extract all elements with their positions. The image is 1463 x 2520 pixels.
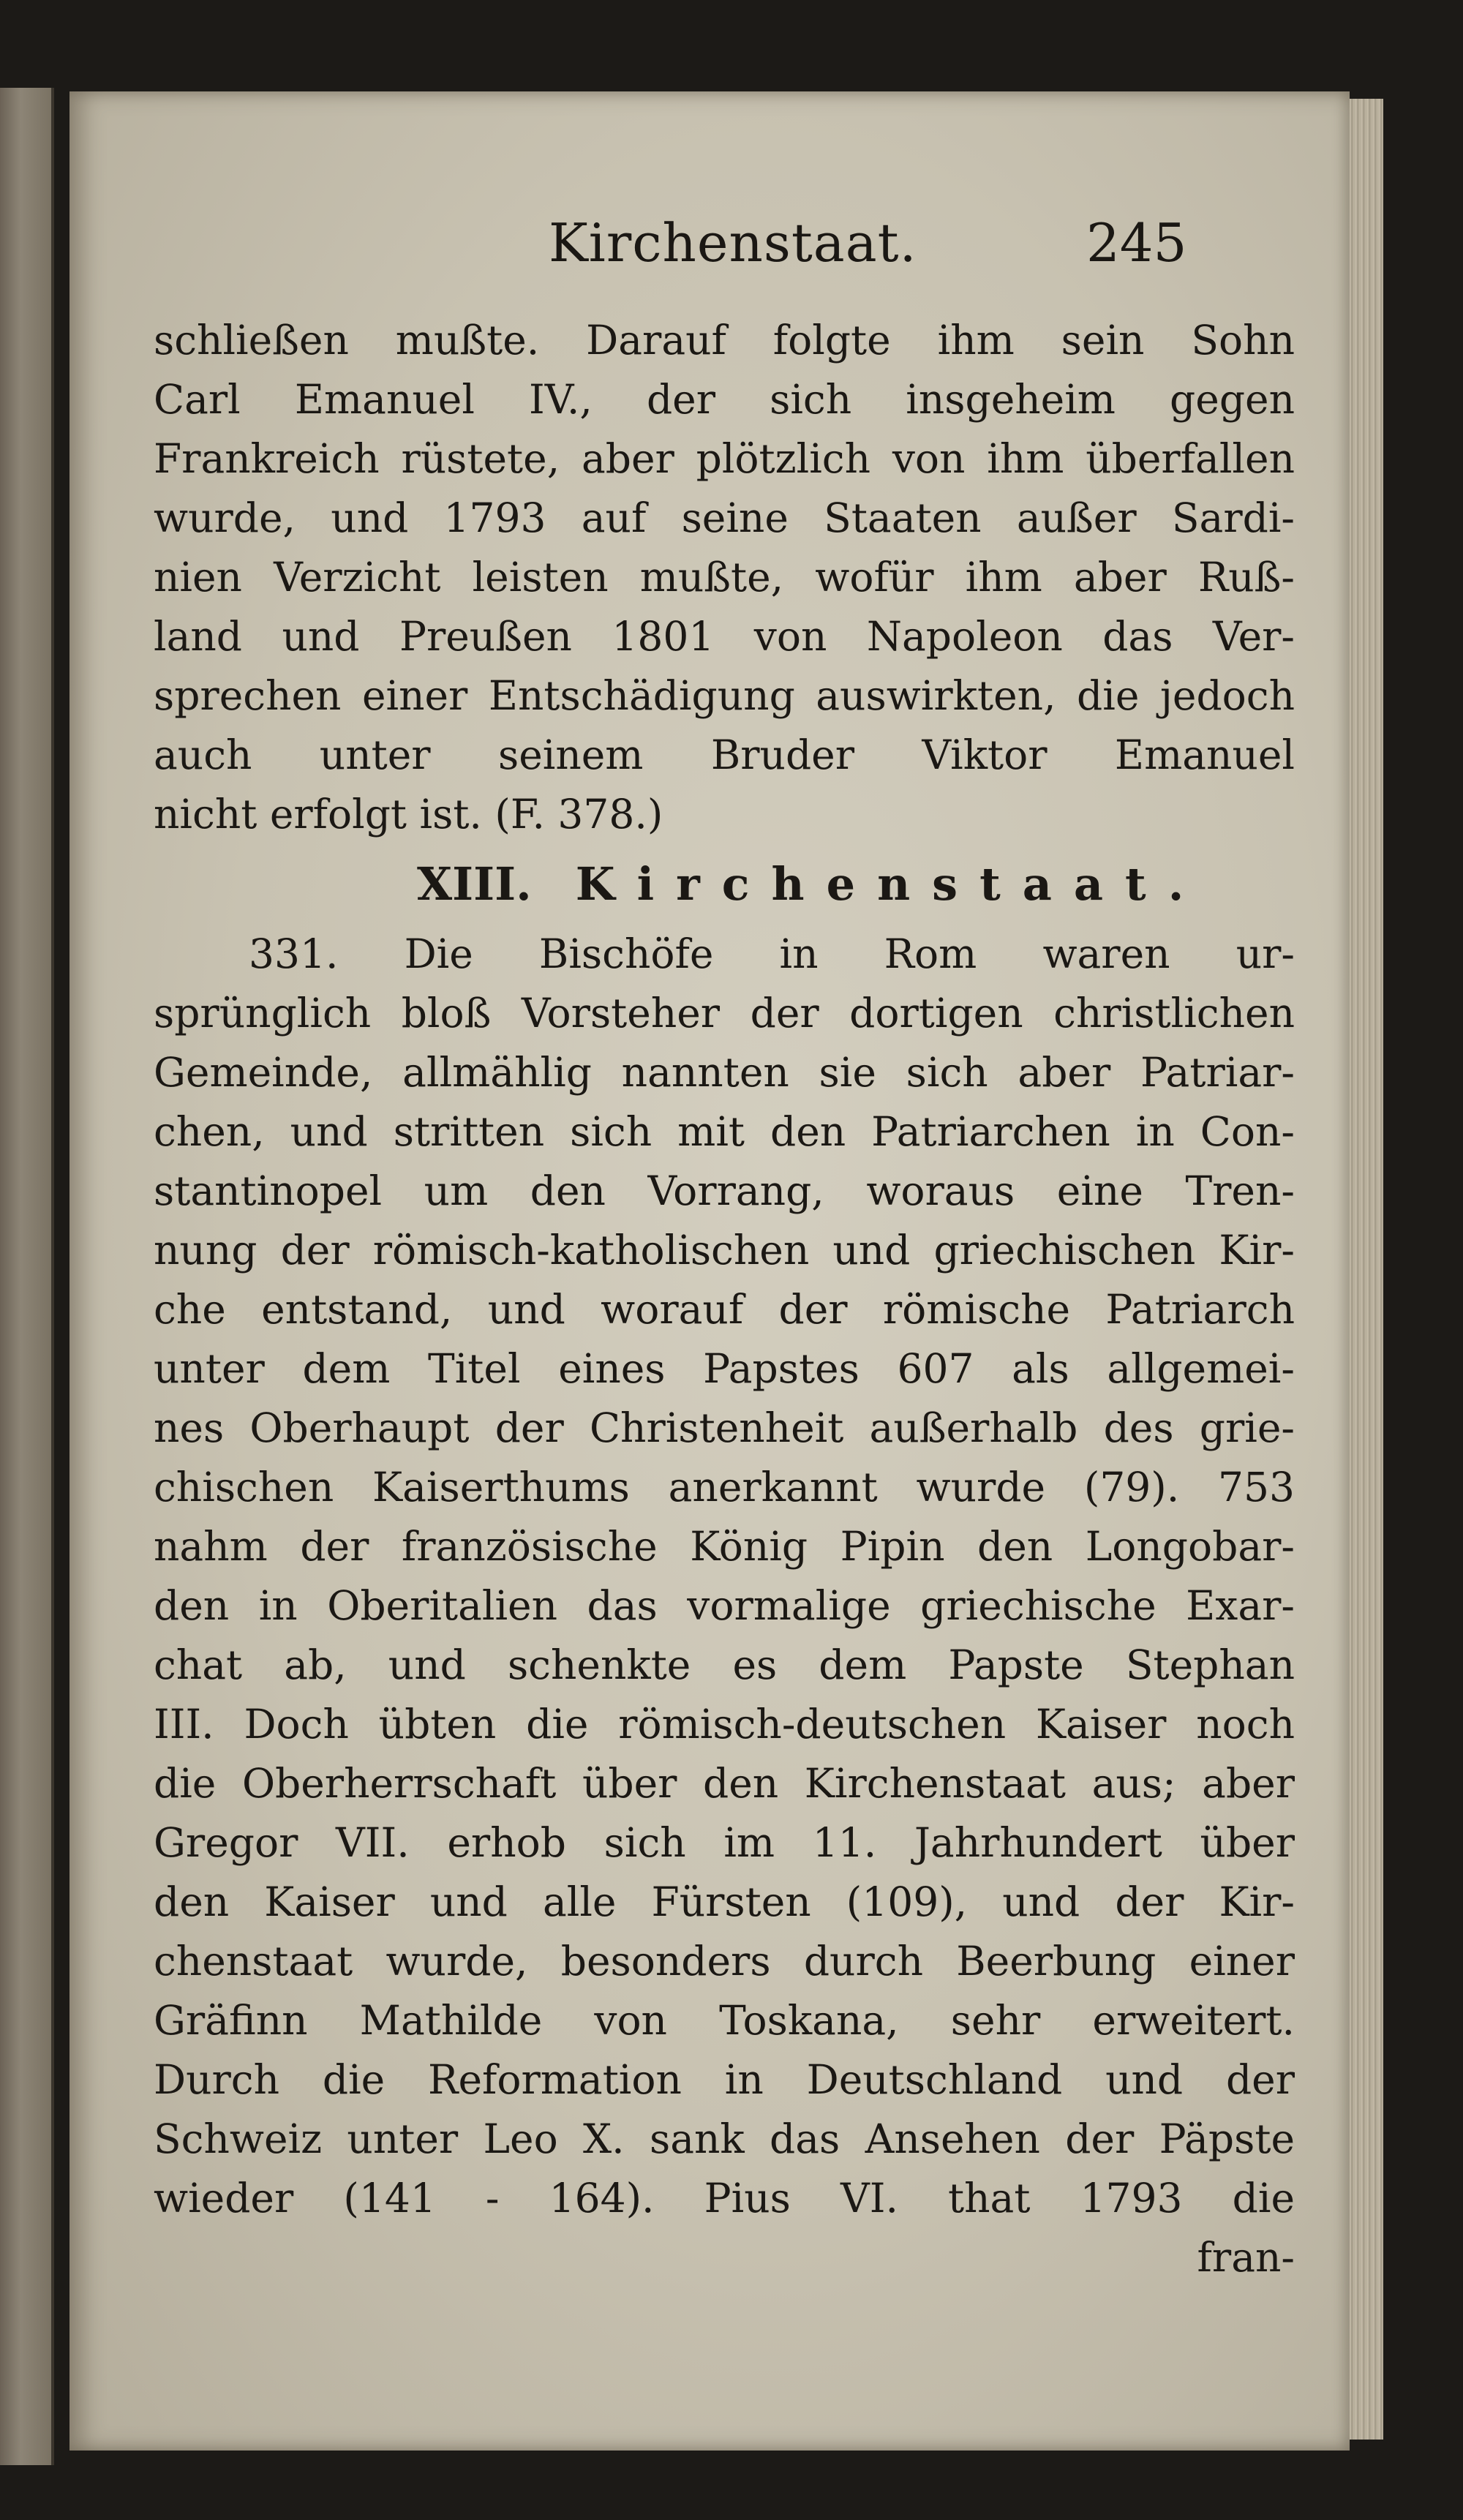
running-head-title: Kirchenstaat.: [549, 212, 917, 274]
running-head: [69, 212, 1350, 285]
text-line: Gregor VII. erhob sich im 11. Jahrhundert über: [154, 1819, 1295, 1866]
text-line: stantinopel um den Vorrang, woraus eine Tren-: [154, 1167, 1295, 1214]
section-heading: [154, 844, 1295, 925]
text-line: III. Doch übten die römisch-deutschen Kaiser noch: [154, 1701, 1295, 1748]
text-line: nung der römisch-katholischen und griechischen Kir-: [154, 1227, 1295, 1274]
page-number: 245: [1086, 212, 1187, 274]
catchword: fran-: [1197, 2234, 1295, 2281]
text-line: 331. Die Bischöfe in Rom waren ur-: [249, 930, 1295, 977]
previous-page-edge: [0, 88, 54, 2465]
text-line: che entstand, und worauf der römische Patriarch: [154, 1286, 1295, 1333]
text-line: land und Preußen 1801 von Napoleon das Ver-: [154, 613, 1295, 660]
text-line: Frankreich rüstete, aber plötzlich von ihm überfallen: [154, 435, 1295, 482]
book-page: [69, 91, 1350, 2451]
text-line: sprünglich bloß Vorsteher der dortigen christlichen: [154, 990, 1295, 1037]
section-number: XIII.: [417, 857, 532, 911]
text-line: den in Oberitalien das vormalige griechische Exar-: [154, 1582, 1295, 1629]
text-block: [154, 311, 1295, 2287]
text-line: die Oberherrschaft über den Kirchenstaat aus; aber: [154, 1760, 1295, 1807]
text-line: auch unter seinem Bruder Viktor Emanuel: [154, 731, 1295, 778]
text-line: wieder (141 - 164). Pius VI. that 1793 die: [154, 2175, 1295, 2222]
text-line: chen, und stritten sich mit den Patriarchen in Con-: [154, 1108, 1295, 1155]
text-line: wurde, und 1793 auf seine Staaten außer Sardi-: [154, 494, 1295, 541]
text-line: den Kaiser und alle Fürsten (109), und der Kir-: [154, 1878, 1295, 1925]
text-line: Gräfinn Mathilde von Toskana, sehr erweitert.: [154, 1997, 1295, 2044]
text-line: Durch die Reformation in Deutschland und der: [154, 2056, 1295, 2103]
text-line: Carl Emanuel IV., der sich insgeheim gegen: [154, 376, 1295, 423]
text-line: chat ab, und schenkte es dem Papste Stephan: [154, 1641, 1295, 1688]
text-line: sprechen einer Entschädigung auswirkten, die jedoch: [154, 672, 1295, 719]
text-line: schließen mußte. Darauf folgte ihm sein Sohn: [154, 317, 1295, 364]
text-line: Schweiz unter Leo X. sank das Ansehen der Päpste: [154, 2115, 1295, 2162]
text-line: unter dem Titel eines Papstes 607 als allgemei-: [154, 1345, 1295, 1392]
book-block-edge: [1346, 99, 1383, 2440]
text-line: nicht erfolgt ist. (F. 378.): [154, 791, 663, 838]
text-line: chenstaat wurde, besonders durch Beerbung einer: [154, 1938, 1295, 1985]
text-line: chischen Kaiserthums anerkannt wurde (79). 753: [154, 1464, 1295, 1511]
text-line: nahm der französische König Pipin den Longobar-: [154, 1523, 1295, 1570]
text-line: nes Oberhaupt der Christenheit außerhalb des grie-: [154, 1404, 1295, 1451]
text-line: Gemeinde, allmählig nannten sie sich aber Patriar-: [154, 1049, 1295, 1096]
text-line: nien Verzicht leisten mußte, wofür ihm aber Ruß-: [154, 554, 1295, 601]
section-title: Kirchenstaat.: [575, 857, 1206, 911]
